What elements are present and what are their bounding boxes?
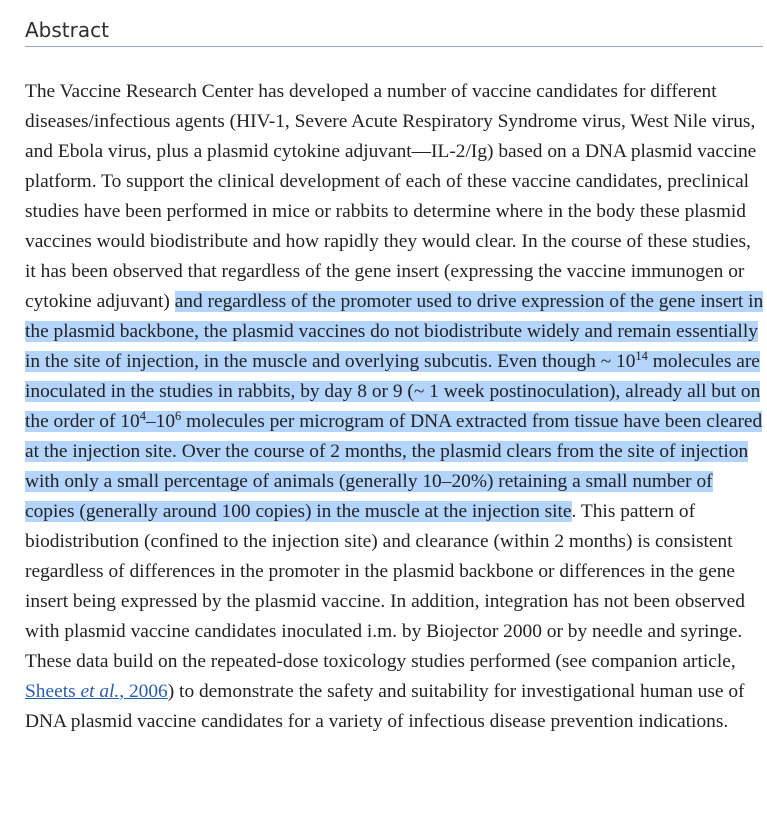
selected-text (25, 291, 763, 522)
citation-year: , 2006 (119, 681, 168, 702)
section-title: Abstract (25, 17, 763, 47)
exponent: 4 (139, 409, 146, 423)
selected-text-part: molecules are inoculated in the studies in rabbits, by day 8 or 9 (~ 1 week postinoculation), already all but on the order of 10 (25, 351, 761, 432)
selected-text-part: –10 (145, 411, 176, 432)
abstract-paragraph (25, 77, 765, 737)
abstract-text-end: ) to demonstrate the safety and suitability for investigational human use of DNA plasmid vaccine candidates for a variety of infectious disease prevention indications. (25, 681, 745, 732)
selected-text-part: and regardless of the promoter used to drive expression of the gene insert in the plasmid backbone, the plasmid vaccines do not biodistribute widely and remain essentially in the site of injection, in the muscle and overlying subcutis. Even though ~ 10 (25, 291, 764, 372)
citation-link[interactable] (25, 681, 168, 702)
abstract-text-intro: The Vaccine Research Center has developed a number of vaccine candidates for different diseases/infectious agents (HIV-1, Severe Acute Respiratory Syndrome virus, West Nile virus, and Ebola virus, plus a plasmid cytokine adjuvant—IL-2/Ig) based on a DNA plasmid vaccine platform. To support the clinical development of each of these vaccine candidates, preclinical studies have been performed in mice or rabbits to determine where in the body these plasmid vaccines would biodistribute and how rapidly they would clear. In the course of these studies, it has been observed that regardless of the gene insert (expressing the vaccine immunogen or cytokine adjuvant) (25, 81, 757, 312)
citation-etal: et al. (80, 681, 120, 702)
selected-text-part: molecules per microgram of DNA extracted from tissue have been cleared at the injection site. Over the course of 2 months, the plasmid clears from the site of injection with only a small percentage of animals (generally 10–20%) retaining a small number of copies (generally around 100 copies) in the muscle at the injection site (25, 411, 763, 522)
citation-author: Sheets (25, 681, 81, 702)
abstract-text-middle: . This pattern of biodistribution (confined to the injection site) and clearance (within 2 months) is consistent regardless of differences in the promoter in the plasmid backbone or differences in the gene insert being expressed by the plasmid vaccine. In addition, integration has not been observed with plasmid vaccine candidates inoculated i.m. by Biojector 2000 or by needle and syringe. These data build on the repeated-dose toxicology studies performed (see companion article, (25, 501, 745, 672)
exponent: 14 (635, 349, 648, 363)
exponent: 6 (175, 409, 182, 423)
